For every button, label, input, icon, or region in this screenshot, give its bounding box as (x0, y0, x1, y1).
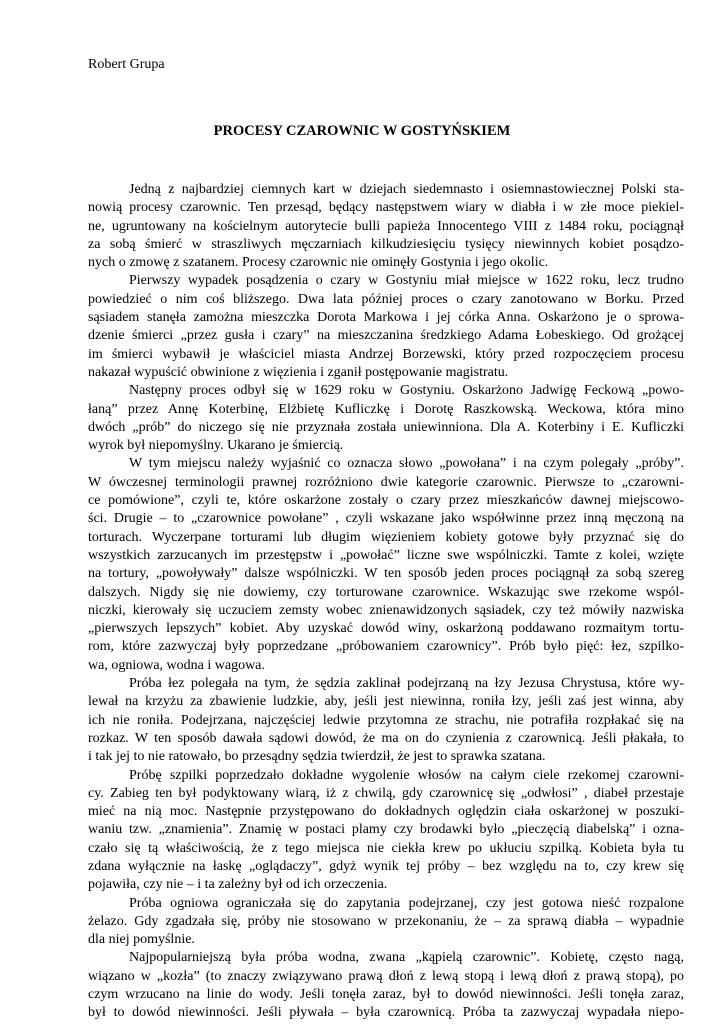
text-line: nych o zmowę z szatanem. Procesy czarownic nie ominęły Gostynia i jego okolic. (88, 255, 549, 271)
text-line: czało się tą właściwością, że z tego miejsca nie ciekła krew po ukłuciu szpilką. Kobieta była tu (88, 840, 684, 856)
text-line: pojawiła, czy nie – i ta zależny był od ich orzeczenia. (88, 877, 388, 893)
text-line: ne, ugruntowany na kościelnym autorytecie bulli papieża Innocentego VIII z 1484 roku, pociągnął (88, 218, 684, 234)
document-title: PROCESY CZAROWNIC W GOSTYŃSKIEM (213, 123, 511, 139)
text-line: powiedzieć o nim coś bliższego. Dwa lata później proces o czary zanotowano w Borku. Przed (88, 291, 684, 307)
text-line: wa, ogniowa, wodna i wagowa. (88, 657, 265, 673)
text-line: nowią procesy czarownic. Ten przesąd, będący następstwem wiary w diabła i w złe moce piekiel- (88, 200, 684, 216)
text-line: rozkaz. W ten sposób dawała sądowi dowód, że ma on do czynienia z czarownicą. Jeśli płakała, to (88, 730, 684, 746)
text-line: był to dowód niewinności. Jeśli pływała – była czarownicą. Próba ta zazwyczaj wypadała niepo- (88, 1005, 684, 1021)
text-line: Następny proces odbył się w 1629 roku w Gostyniu. Oskarżono Jadwigę Feckową „powo- (129, 383, 684, 399)
text-line: dla niej pomyślnie. (88, 932, 195, 948)
text-line: zdana wyłącznie na łaskę „oglądaczy”, gdyż wynik tej próby – bez względu na to, czy krew się (88, 858, 684, 874)
text-line: „pierwszych lepszych” kobiet. Aby uzyskać dowód winy, oskarżoną poddawano rozmaitym tortu- (88, 621, 684, 637)
text-line: torturach. Wyczerpane torturami lub długim więzieniem kobiety gotowe były przyznać się do (88, 529, 684, 545)
text-line: za sobą śmierć w straszliwych męczarniach kilkudziesięciu tysięcy niewinnych kobiet posądzo- (88, 236, 684, 252)
text-line: Najpopularniejszą była próba wodna, zwana „kąpielą czarownic”. Kobietę, często nagą, (129, 950, 684, 966)
text-line: czym wrzucano na linie do wody. Jeśli tonęła zaraz, był to dowód niewinności. Jeśli tonęła zaraz, (88, 987, 684, 1003)
text-line: dalszych. Nigdy się nie dowiemy, czy torturowane czarownice. Wskazując swe rzekome wspól- (88, 584, 684, 600)
text-line: Jedną z najbardziej ciemnych kart w dziejach siedemnasto i osiemnastowiecznej Polski sta- (129, 182, 684, 197)
text-line: waniu tzw. „znamienia”. Znamię w postaci plamy czy brodawki było „pieczęcią diabelską” i ozna- (88, 822, 684, 838)
text-line: im śmierci wybawił je właściciel miasta Andrzej Borzewski, który przed rozpoczęciem procesu (88, 346, 684, 362)
body-text (88, 181, 684, 1023)
text-line: dwóch „prób” do niczego się nie przyznała została uniewinniona. Dla A. Koterbiny i E. Kufliczki (88, 419, 684, 435)
text-line: cy. Zabieg ten był podyktowany wiarą, iż z chwilą, gdy czarownicę się „odwłosi” , diabeł przestaje (88, 785, 684, 801)
text-line: Próba łez polegała na tym, że sędzia zaklinał podejrzaną na łzy Jezusa Chrystusa, które wy- (129, 676, 684, 692)
text-line: wyrok był niepomyślny. Ukarano je śmiercią. (88, 438, 344, 454)
text-line: sąsiadem stanęła zamożna mieszczka Dorota Markowa i jej córka Anna. Oskarżono je o sprowa- (88, 310, 684, 326)
text-line: W ówczesnej terminologii prawnej rozróżniono dwie kategorie czarownic. Pierwsze to „czarowni- (88, 474, 684, 490)
text-line: na tortury, „powoływały” dalsze wspólniczki. W ten sposób jeden proces pociągnął za sobą szereg (88, 566, 684, 582)
text-line: Pierwszy wypadek posądzenia o czary w Gostyniu miał miejsce w 1622 roku, lecz trudno (129, 273, 684, 289)
text-line: wszystkich zarzucanych im przestępstw i „powołać” liczne swe wspólniczki. Tamte z kolei, wzięte (88, 547, 684, 563)
text-line: Próbę szpilki poprzedzało dokładne wygolenie włosów na całym ciele rzekomej czarowni- (129, 767, 684, 783)
text-line: i tak jej to nie ratowało, bo przesądny sędzia twierdził, że jest to sprawka szatana. (88, 749, 546, 765)
text-line: ich nie roniła. Podejrzana, najczęściej ledwie przytomna ze strachu, nie potrafiła rozpłakać się na (88, 712, 684, 728)
text-line: wiązano w „kozła” (to znaczy związywano prawą dłoń z lewą stopą i lewą dłoń z prawą stopą), po (88, 968, 684, 984)
text-line: nakazał wypuścić obwinione z więzienia i zganił postępowanie magistratu. (88, 364, 509, 380)
text-line: ści. Drugie – to „czarownice powołane” , czyli wskazane jako współwinne przez inną męczoną na (88, 511, 684, 527)
text-line: lewał na krzyżu za zbawienie ludzkie, aby, jeśli jest niewinna, roniła łzy, jeśli zaś jest winna, aby (88, 694, 684, 710)
text-line: Próba ogniowa ograniczała się do zapytania podejrzanej, czy jest gotowa nieść rozpalone (129, 895, 684, 911)
text-line: ce pomówione”, czyli te, które oskarżone zostały o czary przez mieszkańców dawnej miejscowo- (88, 493, 684, 509)
text-line: żelazo. Gdy zgadzała się, próby nie stosowano w przekonaniu, że – za sprawą diabła – wypadnie (88, 913, 684, 929)
text-line: dzenie śmierci „przez gusła i czary” na mieszczanina średzkiego Adama Łobeskiego. Od grożącej (88, 328, 684, 344)
text-line: mieć na nią moc. Następnie przystępowano do dokładnych oględzin ciała oskarżonej w poszuki- (88, 804, 684, 820)
text-line: rom, które zazwyczaj były poprzedzane „próbowaniem czarownicy”. Prób było pięć: łez, szpilko- (88, 639, 684, 655)
author-name: Robert Grupa (88, 57, 165, 72)
text-line: W tym miejscu należy wyjaśnić co oznacza słowo „powołana” i na czym polegały „próby”. (129, 456, 684, 472)
text-line: niczki, kierowały się uczuciem zemsty wobec znienawidzonych sąsiadek, czy też mówiły nazwiska (88, 602, 684, 618)
text-line: łaną” przez Annę Koterbinę, Elżbietę Kufliczkę i Dorotę Raszkowską. Weckowa, która mino (88, 401, 684, 417)
